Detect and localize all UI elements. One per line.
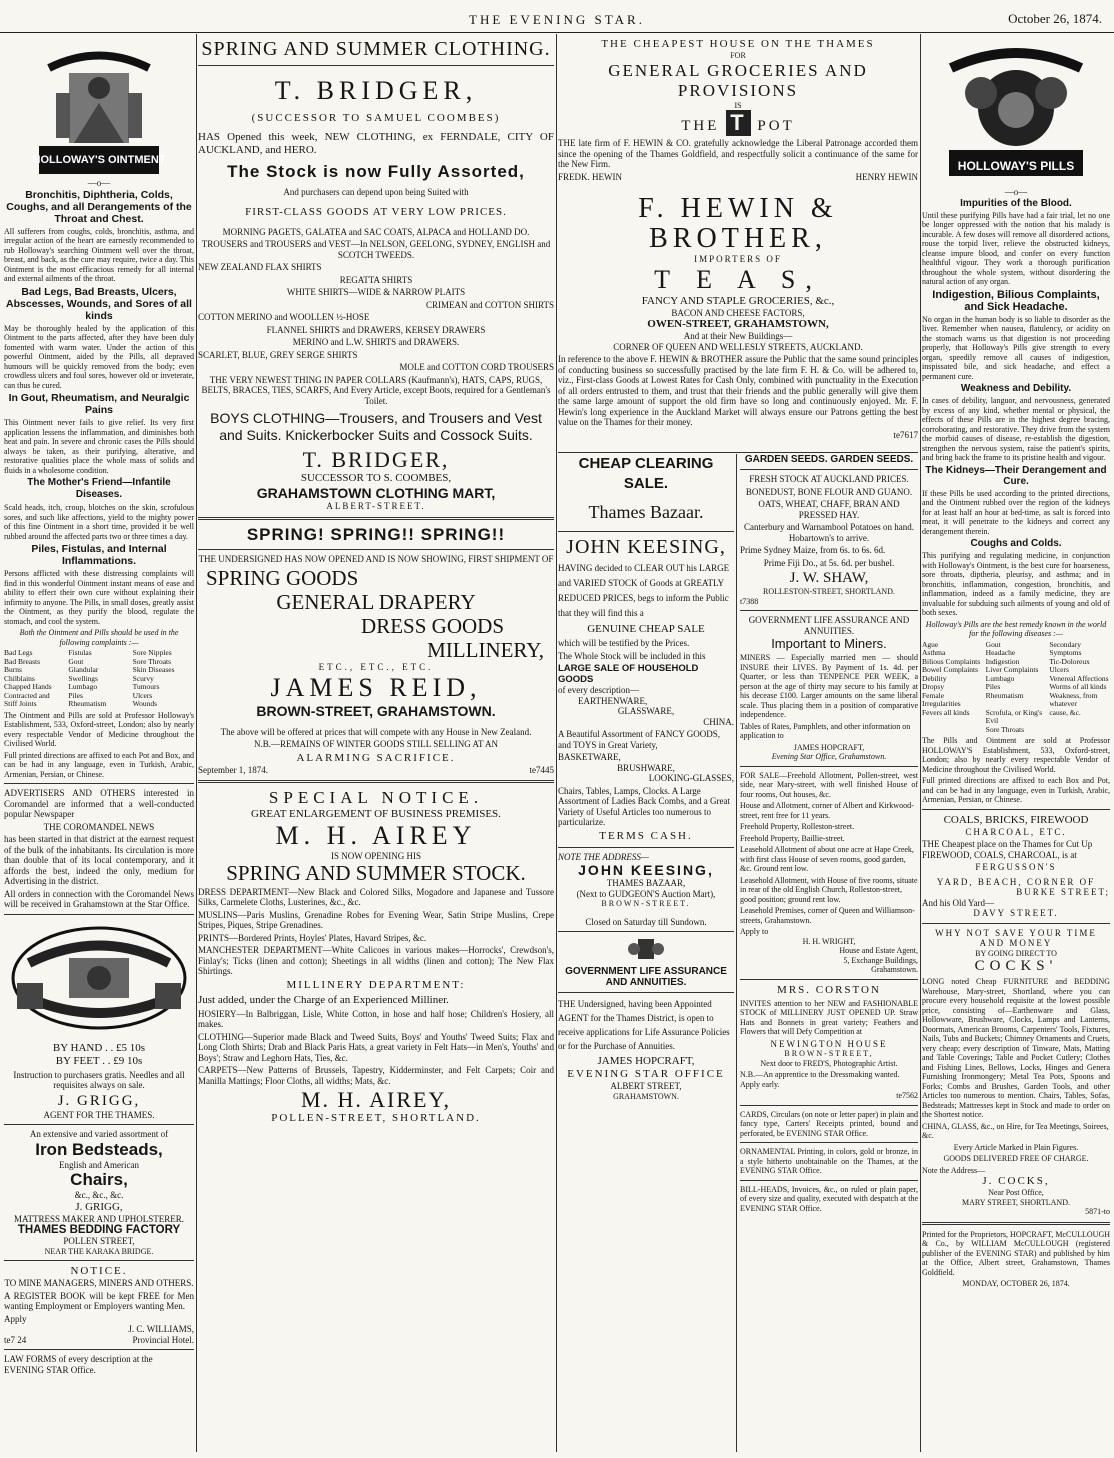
h-impurities: Impurities of the Blood. bbox=[960, 197, 1072, 209]
note-address: NOTE THE ADDRESS— bbox=[558, 851, 649, 862]
disease-item: Weakness, from whatever bbox=[1049, 690, 1098, 708]
morning: MORNING PAGETS, GALATEA and SAC COATS, ALPACA and HOLLAND DO. bbox=[222, 226, 530, 237]
gudgeon: (Next to GUDGEON'S Auction Mart), bbox=[576, 888, 716, 899]
notice-ref: te7 24 bbox=[4, 1334, 27, 1345]
diseases-heading: Holloway's Pills are the best remedy known in the world for the following diseases :— bbox=[925, 619, 1107, 638]
column-rule bbox=[196, 34, 197, 1452]
bazaar-2: THAMES BAZAAR, bbox=[606, 878, 686, 888]
complaint-item: Tumours bbox=[132, 682, 160, 691]
complaint-item: Swellings bbox=[68, 673, 98, 683]
complaint-item: Skin Diseases bbox=[132, 665, 175, 674]
wright: H. H. WRIGHT, bbox=[802, 936, 856, 946]
coromandel-text: has been started in that district at the earnest request of the bulk of the inhabitants. Its circulation is more than double that of its local contemporary, and it affords the best, indeed the only, medium for Advertising in the district. bbox=[4, 834, 194, 886]
prints: PRINTS—Bordered Prints, Hoyles' Plates, Havard Stripes, &c. bbox=[198, 932, 427, 943]
delivered-free: GOODS DELIVERED FREE OF CHARGE. bbox=[943, 1154, 1089, 1163]
bedding-factory: THAMES BEDDING FACTORY bbox=[17, 1224, 181, 1236]
heading-gout: In Gout, Rheumatism, and Neuralgic Pains bbox=[8, 392, 190, 416]
disease-item bbox=[1049, 726, 1110, 735]
cocks-long: LONG noted Cheap FURNITURE and BEDDING Warehouse, Mary-street, Shortland, where you can procure every household requisite at the lowest possible price, consisting of—Earthenware and Glass, Hollowware, Brushware, Clocks, Lamps and Lanterns, Doormats, American Brooms, Carpenters' Tools, Fixtures, Nails, Tubs and Buckets; Chimney Ornaments and Cruets, very cheap; every description of Tinware, Mats, Matting and Table Coverings; Table and Pocket Cutlery; Clothes and Fishing Lines, Bellows, Locks, Hinges and Genera Furnishing Ironmongery; Metal Tea Pots, Spoons and Forks; Combs and Brushes, Garden Tools, and other Articles too numerous to mention. Chairs, Tables, Sofas, Bedsteads; Mattresses kept in Stock and made to order on the Shortest notice. bbox=[922, 977, 1110, 1119]
keesing-2: JOHN KEESING, bbox=[578, 862, 714, 878]
pills-banner: HOLLOWAY'S PILLS bbox=[957, 159, 1075, 173]
closed: Closed on Saturday till Sundown. bbox=[585, 916, 707, 927]
price-by-hand: BY HAND . . £5 10s bbox=[52, 1041, 146, 1054]
column-4 bbox=[922, 34, 1110, 1452]
text-bronchitis: All sufferers from coughs, colds, bronchitis, asthma, and irregular action of the heart are earnestly recommended to rub Holloway's searching Ointment well over the throat, breast, and back, as the cure may require, twice a day. This Ointment is the most efficacious remedy for all internal and external ailments of the throat. bbox=[4, 226, 194, 283]
chairs-tables: Chairs, Tables, Lamps, Clocks. A Large Assortment of Ladies Back Combs, and a Great Variety of Useful Articles too numerous to particularize. bbox=[558, 785, 730, 827]
t-kidneys: If these Pills be used according to the printed directions, and the Ointment rubbed over the region of the kidneys for at least half an hour at bed-time, as salt is forced into meat, it will penetrate to the kidneys and correct any derangement therein. bbox=[922, 488, 1110, 536]
column-rule bbox=[920, 34, 921, 1452]
disease-item: Worms of all kinds bbox=[1049, 682, 1107, 691]
clothing-mart: GRAHAMSTOWN CLOTHING MART, bbox=[256, 485, 496, 501]
brown-street-k: BROWN-STREET. bbox=[601, 899, 691, 908]
hewin-brother: F. HEWIN & BROTHER, bbox=[638, 193, 838, 254]
notice-text: A REGISTER BOOK will be kept FREE for Men wanting Employment or Employers wanting Men. bbox=[4, 1290, 194, 1311]
t-coughs: This purifying and regulating medicine, in conjunction with Holloway's Ointment, is the best cure for hoarseness, sore throats, diptheria, pleurisy, and asthma; and in bronchitis, inflammation, congestion, bronchitis, and inflammation, indeed as a family medicine, they are invaluable for subduing such ailments of young and old of both sexes. bbox=[922, 551, 1110, 617]
ointment-banner: HOLLOWAY'S OINTMENT bbox=[32, 154, 166, 166]
pollen-street: POLLEN STREET, bbox=[63, 1236, 135, 1246]
carpets: CARPETS—New Patterns of Brussels, Tapestry, Kidderminster, and Felt Carpets; Coir and Manilla Mattings; Floor Cloths, all widths; Mats, &c. bbox=[198, 1065, 554, 1086]
english-american: English and American bbox=[59, 1159, 139, 1170]
whole-stock: The Whole Stock will be included in this bbox=[558, 650, 706, 661]
disease-item: Secondary bbox=[1049, 639, 1081, 649]
cards: CARDS, Circulars (on note or letter paper) in plain and fancy type, Carters' Receipts printed, bound and perforated, be EVENING STAR Office. bbox=[740, 1109, 918, 1138]
first-class: FIRST-CLASS GOODS AT VERY LOW PRICES. bbox=[245, 205, 507, 218]
clothing-headline: SPRING AND SUMMER CLOTHING. bbox=[201, 38, 551, 60]
yard-beach: YARD, BEACH, CORNER OF bbox=[936, 876, 1096, 887]
evening-star-office: EVENING STAR OFFICE bbox=[567, 1068, 725, 1080]
groceries-provisions: GENERAL GROCERIES AND PROVISIONS bbox=[608, 60, 868, 100]
disease-item: Headache bbox=[985, 648, 1016, 657]
bonedust: BONEDUST, BONE FLOUR AND GUANO. bbox=[745, 486, 913, 497]
cheap-clearing: CHEAP CLEARING SALE. bbox=[578, 455, 714, 492]
keesing-column bbox=[558, 454, 734, 1101]
complaint-item: Chilblains bbox=[4, 673, 35, 683]
karaka-bridge: NEAR THE KARAKA BRIDGE. bbox=[44, 1246, 154, 1256]
teas: T E A S, bbox=[654, 264, 822, 294]
iron-bedsteads: Iron Bedsteads, bbox=[35, 1139, 163, 1159]
ornamental: ORNAMENTAL Printing, in colors, gold or bronze, in a style hitherto unobtainable on the Thames, at the EVENING STAR Office. bbox=[740, 1147, 918, 1175]
complaint-item: Contracted and bbox=[4, 690, 50, 700]
testified: which will be testified by the Prices. bbox=[558, 638, 690, 648]
hopcraft: JAMES HOPCRAFT, bbox=[597, 1055, 695, 1067]
heading-mother: The Mother's Friend—Infantile Diseases. bbox=[27, 477, 171, 500]
shaw-name: J. W. SHAW, bbox=[789, 570, 869, 586]
instruction: Instruction to purchasers gratis. Needles and all requisites always on sale. bbox=[13, 1069, 185, 1090]
disease-item: Indigestion bbox=[985, 656, 1020, 666]
printed-for: Printed for the Proprietors, HOPCRAFT, McCULLOUGH & Co., by WILLIAM McCULLOUGH (registered publisher of the EVENING STAR) and published by him at the Office, Albert street, Grahamstown, Thames Goldfield. bbox=[922, 1229, 1110, 1277]
disease-item: Symptoms bbox=[1049, 648, 1082, 657]
disease-item: Fevers all kinds bbox=[922, 707, 970, 717]
sewing-machine-emblem-icon bbox=[9, 923, 189, 1033]
fiji: Prime Fiji Do., at 5s. 6d. per bushel. bbox=[763, 557, 895, 568]
reid-name: JAMES REID, bbox=[270, 672, 482, 702]
etc: &c., &c., &c. bbox=[74, 1190, 124, 1200]
fancy-groceries: FANCY AND STAPLE GROCERIES, &c., bbox=[641, 294, 835, 307]
tables-rates: Tables of Rates, Pamphlets, and other information on application to bbox=[740, 721, 911, 740]
sewing-machine-advert bbox=[4, 919, 194, 1257]
text-mother: Scald heads, itch, croup, blotches on the skin, scrofulous sores, and such like affections, yield to the mighty power of this fine Ointment in a short time, provided it be well rubbed around the affected parts two or three times a day. bbox=[4, 503, 194, 541]
complaint-item: Scurvy bbox=[132, 673, 154, 683]
grahamstown-k: GRAHAMSTOWN. bbox=[613, 1091, 679, 1101]
leasehold-2: Leasehold Allotment, with House of five rooms, situate in rear of the old English Church, Rolleston-street, good position; ground rent low. bbox=[740, 875, 918, 904]
williams: J. C. WILLIAMS, bbox=[128, 1324, 194, 1334]
fredk-hewin: FREDK. HEWIN bbox=[558, 171, 622, 182]
importers-of: IMPORTERS OF bbox=[694, 254, 782, 264]
shaw-ref: t7388 bbox=[740, 596, 759, 606]
disease-item: Bilious Complaints bbox=[922, 656, 981, 666]
disease-item: Asthma bbox=[922, 648, 946, 657]
h-indigestion: Indigestion, Bilious Complaints, and Sick Headache. bbox=[932, 288, 1100, 313]
cotton-merino: COTTON MERINO and WOOLLEN ½-HOSE bbox=[198, 312, 370, 322]
complaint-item: Ulcers bbox=[132, 690, 153, 700]
assortment: An extensive and varied assortment of bbox=[29, 1129, 169, 1139]
cocks: COCKS' bbox=[974, 958, 1058, 974]
grigg-name-2: J. GRIGG, bbox=[75, 1200, 123, 1213]
coals: COALS, BRICKS, FIREWOOD bbox=[943, 813, 1089, 826]
for-sale: FOR SALE—Freehold Allotment, Pollen-street, west side, near Mary-street, with well finished House of four rooms, Out houses, &c. bbox=[740, 770, 918, 799]
undersigned: THE UNDERSIGNED HAS NOW OPENED AND IS NOW SHOWING, FIRST SHIPMENT OF bbox=[198, 553, 554, 564]
successor-2: SUCCESSOR TO S. COOMBES, bbox=[300, 472, 452, 484]
grahamstown-w: Grahamstown. bbox=[871, 965, 918, 974]
text-legs: May be thoroughly healed by the application of this Ointment to the parts affected, after they have been duly fomented with warm water. Under the action of this powerful Ointment, aided by the Pills, all depraved humours will be quickly removed from the body; even crowdless ulcers and foul sores, however old or inveterate, can thus be cured. bbox=[4, 323, 194, 390]
corston: MRS. CORSTON bbox=[777, 983, 881, 996]
for: FOR bbox=[730, 51, 746, 60]
millinery: MILLINERY, bbox=[427, 638, 544, 662]
corner-queen: CORNER OF QUEEN AND WELLESLY STREETS, AUCKLAND. bbox=[613, 341, 863, 352]
cheapest-place: THE Cheapest place on the Thames for Cut Up FIREWOOD, COALS, CHARCOAL, is at bbox=[922, 839, 1093, 860]
fresh-stock: FRESH STOCK AT AUCKLAND PRICES. bbox=[749, 474, 909, 484]
miners-text: MINERS — Especially married men — should INSURE their LIVES. By Payment of 1s. 4d. per Quarter, or less than TENPENCE PER WEEK, a person at the age of thirty may secure to his family at his decease £100. Larger amounts on the same liberal scale. Thus placing them in a position of comparative independence. bbox=[740, 653, 918, 719]
plain-figures: Every Article Marked in Plain Figures. bbox=[953, 1142, 1079, 1152]
crimean: CRIMEAN and COTTON SHIRTS bbox=[425, 299, 554, 310]
text-piles: Persons afflicted with these distressing complaints will find in this wonderful Ointment instant means of ease and ability to effect their own cure without explaining their infirmity to anyone. The Pills, in small doses, greatly assist the Ointment, as they purify the blood, regulate the stomach, and cool the system. bbox=[4, 569, 194, 626]
complaint-item: Chapped Hands bbox=[4, 682, 52, 691]
mary-street: MARY STREET, SHORTLAND. bbox=[962, 1197, 1070, 1207]
sydney-maize: Prime Sydney Maize, from 6s. to 6s. 6d. bbox=[740, 545, 886, 555]
star-office-2: Evening Star Office, Grahamstown. bbox=[771, 752, 887, 761]
newspaper-title: THE EVENING STAR. bbox=[469, 12, 645, 27]
looking-glasses: LOOKING-GLASSES, bbox=[648, 773, 734, 783]
summer-stock: SPRING AND SUMMER STOCK. bbox=[226, 860, 526, 885]
disease-item: Lumbago bbox=[985, 673, 1015, 683]
glassware: GLASSWARE, bbox=[617, 706, 675, 716]
complaint-item: Wounds bbox=[132, 699, 158, 708]
disease-item: Gout bbox=[985, 639, 1001, 649]
issue-date: October 26, 1874. bbox=[1008, 11, 1102, 26]
disease-item: Rheumatism bbox=[985, 690, 1024, 700]
spring-headline: SPRING! SPRING!! SPRING!! bbox=[246, 524, 506, 544]
complaint-item: Sore Throats bbox=[132, 656, 172, 666]
flannel: FLANNEL SHIRTS and DRAWERS, KERSEY DRAWERS bbox=[266, 324, 486, 335]
cocks-ref: 5871-to bbox=[1085, 1207, 1110, 1216]
pills-sold: The Pills and Ointment are sold at Professor HOLLOWAY'S Establishment, 533, Oxford-street, London; also by nearly every respectable Vendor of Medicine throughout the Civilised World. bbox=[922, 736, 1110, 774]
t-impurities: Until these purifying Pills have had a fair trial, let no one be longer oppressed with the notion that his malady is incurable. A few doses will remove all disordered actions, rouse the torpid liver, relieve the obstructed kidneys, cleanse impure blood, and confer on every function healthful vigour. They work a thorough purification throughout the whole system, without disordering the natural action of any organ. bbox=[922, 210, 1110, 286]
notice-to: TO MINE MANAGERS, MINERS AND OTHERS. bbox=[4, 1278, 194, 1288]
albert-street: ALBERT-STREET. bbox=[326, 501, 426, 511]
pills-advert: HOLLOWAY'S PILLS —o— bbox=[922, 34, 1110, 198]
shaw-column bbox=[740, 454, 918, 1215]
ref-reid: te7445 bbox=[529, 764, 554, 775]
charcoal: CHARCOAL, ETC. bbox=[965, 826, 1067, 837]
save-time: WHY NOT SAVE YOUR TIME AND MONEY bbox=[935, 927, 1097, 948]
hewin-ref: te7617 bbox=[893, 429, 918, 440]
late-firm: THE late firm of F. HEWIN & CO. gratefully acknowledge the Liberal Patronage accorded them since the opening of the Thames Goldfield, and respectfully solicit a continuance of the same for the New Firm. bbox=[558, 138, 918, 169]
apply-to: Apply to bbox=[740, 927, 769, 936]
complaint-item: Burns bbox=[4, 665, 22, 674]
household-goods: LARGE SALE OF HOUSEHOLD GOODS bbox=[558, 663, 699, 685]
winter-goods: N.B.—REMAINS OF WINTER GOODS STILL SELLING AT AN bbox=[253, 739, 499, 749]
disease-item: Venereal Affections bbox=[1049, 673, 1109, 683]
china-hire: CHINA, GLASS, &c., on Hire, for Tea Meetings, Soirees, &c. bbox=[922, 1121, 1109, 1140]
etc-line: ETC., ETC., ETC. bbox=[318, 662, 434, 672]
general-drapery: GENERAL DRAPERY bbox=[276, 590, 476, 614]
clothing-list: CLOTHING—Superior made Black and Tweed Suits, Boys' and Youths' Tweed Suits; Flax and Long Cloth Shirts; Drab and Black Paris Hats, a great variety in Felt Hats—in Men's, Youths' and Boys'; Straw and Leghorn Hats, Ties, &c. bbox=[198, 1031, 554, 1063]
disease-item: Bowel Complaints bbox=[922, 665, 979, 674]
chairs: Chairs, bbox=[70, 1170, 128, 1189]
complaint-item: Sore Nipples bbox=[132, 648, 172, 657]
disease-item: Tic-Doloreux bbox=[1049, 656, 1090, 666]
going-direct: BY GOING DIRECT TO bbox=[975, 948, 1057, 958]
bacon-cheese: BACON AND CHEESE FACTORS, bbox=[671, 307, 805, 318]
text-sold: The Ointment and Pills are sold at Professor Holloway's Establishment, 533, Oxford-street, London; also by nearly every respectable Vendor of Medicine throughout the Civilised World. bbox=[4, 710, 194, 748]
albert-street-k: ALBERT STREET, bbox=[610, 1081, 682, 1091]
cheapest-house: THE CHEAPEST HOUSE ON THE THAMES bbox=[601, 38, 875, 50]
h-kidneys: The Kidneys—Their Derangement and Cure. bbox=[925, 464, 1107, 487]
complaint-item: Gout bbox=[68, 656, 84, 666]
is: IS bbox=[734, 100, 742, 110]
disease-item bbox=[922, 726, 983, 735]
bridger-name-2: T. BRIDGER, bbox=[302, 447, 450, 472]
column-3 bbox=[558, 34, 918, 1452]
complaint-item: Fistulas bbox=[68, 648, 92, 657]
disease-item: Sore Throats bbox=[985, 724, 1025, 734]
bill-heads: BILL-HEADS, Invoices, &c., on ruled or plain paper, of every size and quality, executed with despatch at the EVENING STAR Office. bbox=[740, 1184, 918, 1213]
trousers: TROUSERS and TROUSERS and VEST—In NELSON, GEELONG, SYDNEY, ENGLISH and SCOTCH TWEEDS. bbox=[201, 239, 551, 260]
genuine-sale: GENUINE CHEAP SALE bbox=[587, 623, 705, 635]
agent-thames: AGENT FOR THE THAMES. bbox=[43, 1109, 155, 1120]
disease-item: Dropsy bbox=[922, 682, 945, 691]
merino: MERINO and L.W. SHIRTS and DRAWERS. bbox=[292, 337, 460, 347]
holloway-pills-emblem-icon bbox=[941, 38, 1091, 178]
airey-name-2: M. H. AIREY, bbox=[300, 1087, 452, 1112]
disease-item: Piles bbox=[985, 682, 1001, 691]
provincial-hotel: Provincial Hotel. bbox=[132, 1334, 194, 1345]
flax-shirts: NEW ZEALAND FLAX SHIRTS bbox=[198, 262, 322, 272]
heading-bronchitis: Bronchitis, Diphtheria, Colds, Coughs, and all Derangements of the Throat and Chest. bbox=[6, 188, 192, 225]
alarming: ALARMING SACRIFICE. bbox=[296, 751, 456, 764]
brushware: BRUSHWARE, bbox=[617, 762, 675, 773]
grigg-name: J. GRIGG, bbox=[57, 1092, 141, 1109]
monday-date: MONDAY, OCTOBER 26, 1874. bbox=[962, 1279, 1070, 1288]
airey-name: M. H. AIREY bbox=[275, 821, 477, 850]
reference-text: In reference to the above F. HEWIN & BROTHER assure the Public that the same sound principles of conducting business so successfully practised by the late firm F. H. & Co. will be adhered to, viz., First-class Goods at Lowest Rates for Cash Only, combined with punctuality in the Execution of all orders entrusted to them, and trust that their friends and the public generally will give them the same large amount of support the old firm have so long and continuously enjoyed. Mr. F. Hewin's long experience in the Auckland Market will always ensure our Patrons getting the best value on the Thames for their money. bbox=[558, 354, 918, 427]
coromandel-advert: ADVERTISERS AND OTHERS interested in Coromandel are informed that a well-conducted popular Newspaper bbox=[4, 788, 194, 819]
owen-street: OWEN-STREET, GRAHAMSTOWN, bbox=[647, 318, 829, 330]
mattress-maker: MATTRESS MAKER AND UPHOLSTERER. bbox=[13, 1213, 185, 1224]
hosiery: HOSIERY—In Balbriggan, Lisle, White Cotton, in hose and half hose; Children's Hosiery, all makes. bbox=[198, 1008, 554, 1029]
offered: The above will be offered at prices that will compete with any House in New Zealand. bbox=[220, 726, 532, 737]
every-description: of every description— bbox=[558, 685, 639, 695]
estate-agent: House and Estate Agent, bbox=[839, 946, 918, 955]
pot: POT bbox=[757, 118, 795, 134]
thames-bazaar: Thames Bazaar. bbox=[588, 502, 704, 522]
garden-seeds: GARDEN SEEDS. GARDEN SEEDS. bbox=[744, 454, 914, 465]
dress-goods: DRESS GOODS bbox=[361, 614, 504, 638]
complaint-item: Bad Breasts bbox=[4, 656, 41, 666]
muslins: MUSLINS—Paris Muslins, Grenadine Robes for Evening Wear, Satin Stripe Muslins, Crepe Stripes, Piques, Stripe Grenadines. bbox=[198, 909, 554, 930]
undersigned-agent: THE Undersigned, having been Appointed AGENT for the Thames District, is open to receive applications for Life Assurance Policies or for the Purchase of Annuities. bbox=[558, 999, 730, 1051]
disease-item: Liver Complaints bbox=[985, 665, 1039, 674]
stock-assorted: The Stock is now Fully Assorted, bbox=[227, 162, 525, 181]
text-directions: Full printed directions are affixed to each Pot and Box, and can be had in any language, even in Turkish, Arabic, Armenian, Persian, or Chinese. bbox=[4, 750, 194, 779]
heading-piles: Piles, Fistulas, and Internal Inflammations. bbox=[31, 543, 167, 567]
complaint-item: Rheumatism bbox=[68, 699, 107, 708]
newington: NEWINGTON HOUSE bbox=[770, 1038, 888, 1049]
disease-item: Ague bbox=[922, 639, 939, 649]
opened-text: HAS Opened this week, NEW CLOTHING, ex FERNDALE, CITY OF AUCKLAND, and HERO. bbox=[198, 131, 554, 156]
coromandel-orders: All orders in connection with the Coromandel News will be received in Grahamstown at the Star Office. bbox=[4, 888, 194, 909]
note-address-c: Note the Address— bbox=[922, 1165, 986, 1175]
terms-cash: TERMS CASH. bbox=[599, 829, 693, 842]
complaint-item: Bad Legs bbox=[4, 648, 33, 657]
gov-life-2: GOVERNMENT LIFE ASSURANCE AND ANNUITIES. bbox=[748, 615, 910, 636]
milliner-added: Just added, under the Charge of an Experienced Milliner. bbox=[198, 993, 449, 1006]
successor: (SUCCESSOR TO SAMUEL COOMBES) bbox=[251, 112, 501, 124]
important-miners: Important to Miners. bbox=[771, 636, 887, 651]
pills-directions: Full printed directions are affixed to each Box and Pot, and can be had in any language, even in Turkish, Arabic, Armenian, Persian, or Chinese. bbox=[922, 776, 1110, 804]
complaint-item: Glandular bbox=[68, 665, 99, 674]
disease-item: cause, &c. bbox=[1049, 707, 1081, 717]
diseases-list bbox=[922, 641, 1110, 735]
heading-legs: Bad Legs, Bad Breasts, Ulcers, Abscesses, Wounds, and Sores of all kinds bbox=[6, 285, 192, 322]
leasehold-3: Leasehold Premises, corner of Queen and Williamson-streets, Grahamstown. bbox=[740, 906, 915, 925]
column-1 bbox=[4, 34, 194, 1452]
disease-item: Debility bbox=[922, 673, 947, 683]
t-weakness: In cases of debility, languor, and nervousness, generated by excess of any kind, whether mental or physical, the effects of these Pills are in the highest degree bracing, corroborating, and restorative. They drive from the system the morbid causes of disease, re-establish the digestion, strengthen the nervous system, raise the patient's spirits, and bring back the frame to its pristine health and vigour. bbox=[922, 396, 1110, 462]
apprentice: N.B.—An apprentice to the Dressmaking wanted. Apply early. bbox=[740, 1070, 900, 1089]
hopcraft-2: JAMES HOPCRAFT, bbox=[793, 742, 865, 752]
mole: MOLE and COTTON CORD TROUSERS bbox=[399, 362, 554, 372]
text-gout: This Ointment never fails to give relief. Its very first application lessens the inflammation, and diminishes both heat and pain. In severe and chronic cases the Pills should always be taken, as their purifying, alterative, and restorative qualities place the whole mass of solids and fluids in a wholesome condition. bbox=[4, 418, 194, 475]
davy-street: DAVY STREET. bbox=[973, 908, 1059, 918]
brown-street: BROWN-STREET, GRAHAMSTOWN. bbox=[256, 702, 496, 719]
john-keesing: JOHN KEESING, bbox=[566, 536, 726, 558]
bridger-name: T. BRIDGER, bbox=[274, 76, 478, 105]
beautiful: A Beautiful Assortment of FANCY GOODS, and TOYS in Great Variety, bbox=[558, 729, 720, 750]
burke-street: BURKE STREET; bbox=[1016, 887, 1110, 897]
law-forms: LAW FORMS of every description at the EVENING STAR Office. bbox=[4, 1354, 153, 1375]
coromandel-paper: THE COROMANDEL NEWS bbox=[43, 821, 155, 832]
fergusson: FERGUSSON'S bbox=[975, 862, 1057, 872]
complaints-list bbox=[4, 649, 194, 709]
h-weakness: Weakness and Debility. bbox=[960, 383, 1072, 394]
column-2 bbox=[198, 34, 554, 1452]
scarlet: SCARLET, BLUE, GREY SERGE SHIRTS bbox=[198, 349, 358, 360]
old-yard: And his Old Yard— bbox=[922, 897, 995, 908]
column-rule bbox=[556, 34, 557, 1452]
newest: THE VERY NEWEST THING IN PAPER COLLARS (Kaufmann's), HATS, CAPS, RUGS, BELTS, BRACES, TIES, SCARFS, And Every Article, except Boots, required for a Gentleman's Toilet. bbox=[201, 374, 551, 406]
white-shirts: WHITE SHIRTS—WIDE & NARROW PLAITS bbox=[286, 287, 466, 297]
disease-item: Female Irregularities bbox=[922, 690, 961, 708]
manchester: MANCHESTER DEPARTMENT—White Calicoes in various makes—Horrocks', Crewdson's, Finlay's; Ticks (linen and cotton); Sheetings in all widths (linen and cotton); The New Flax Shirtings. bbox=[198, 945, 554, 976]
exchange: 5, Exchange Buildings, bbox=[843, 955, 918, 965]
house-allotment: House and Allotment, corner of Albert and Kirkwood-street, rent free for 11 years. bbox=[740, 801, 914, 820]
oats: OATS, WHEAT, CHAFF, BRAN AND PRESSED HAY. bbox=[758, 499, 900, 520]
basketware: BASKETWARE, bbox=[558, 752, 621, 762]
dress-dept: DRESS DEPARTMENT—New Black and Colored Silks, Mogadore and Japanese and Tussore Silks, Carmelete Cloths, Lusterines, &c., &c. bbox=[198, 886, 554, 907]
fred-photo: Next door to FRED'S, Photographic Artist. bbox=[760, 1058, 898, 1068]
henry-hewin: HENRY HEWIN bbox=[855, 171, 918, 182]
masthead bbox=[0, 0, 1114, 33]
government-life: GOVERNMENT LIFE ASSURANCE AND ANNUITIES. bbox=[565, 966, 727, 988]
ointment-advert: HOLLOWAY'S OINTMENT —o— bbox=[4, 34, 194, 189]
special-notice: SPECIAL NOTICE. bbox=[268, 788, 484, 807]
the: THE bbox=[681, 118, 720, 134]
date-sept: September 1, 1874. bbox=[198, 764, 268, 775]
coat-of-arms-icon bbox=[626, 936, 666, 962]
apply: Apply bbox=[4, 1313, 27, 1324]
notice-heading: NOTICE. bbox=[70, 1265, 128, 1277]
millinery-dept: MILLINERY DEPARTMENT: bbox=[286, 978, 466, 991]
having-decided: HAVING decided to CLEAR OUT his LARGE and VARIED STOCK of Goods at GREATLY REDUCED PRICES, begs to inform the Public that they will find this a bbox=[558, 563, 730, 618]
boys-clothing: BOYS CLOTHING—Trousers, and Trousers and Vest and Suits. Knickerbocker Suits and Cossock Suits. bbox=[210, 410, 542, 443]
complaint-item: Stiff Joints bbox=[4, 699, 37, 708]
spring-goods: SPRING GOODS bbox=[206, 566, 359, 590]
new-buildings: And at their New Buildings— bbox=[683, 331, 793, 341]
complaints-heading: Both the Ointment and Pills should be used in the following complaints :— bbox=[19, 628, 179, 647]
earthenware: EARTHENWARE, bbox=[578, 695, 648, 706]
depend: And purchasers can depend upon being Suited with bbox=[283, 187, 469, 197]
t-indigestion: No organ in the human body is so liable to disorder as the liver. Remember when nausea, flatulency, or acidity on the stomach warns us that digestion is not proceeding properly, that Holloway's Pills give strength to every organ, speedily remove all causes of indigestion, inspissated bile, and sick headache, and effect a permanent cure. bbox=[922, 314, 1110, 381]
canterbury: Canterbury and Warnambool Potatoes on hand. Hobartown's to arrive. bbox=[743, 522, 915, 543]
regatta: REGATTA SHIRTS bbox=[339, 274, 413, 285]
complaint-item: Lumbago bbox=[68, 682, 98, 691]
near-post: Near Post Office, bbox=[988, 1188, 1044, 1197]
disease-item: Scrofula, or King's Evil bbox=[985, 707, 1043, 725]
pollen-shortland: POLLEN-STREET, SHORTLAND. bbox=[271, 1112, 481, 1124]
brown-street-c: BROWN-STREET, bbox=[784, 1049, 874, 1058]
rolleston: ROLLESTON-STREET, SHORTLAND. bbox=[763, 587, 895, 596]
t-pot-icon: T bbox=[726, 110, 750, 136]
disease-item: Ulcers bbox=[1049, 665, 1069, 674]
freehold-1: Freehold Property, Rolleston-street. bbox=[740, 822, 855, 831]
invites: INVITES attention to her NEW and FASHIONABLE STOCK of MILLINERY JUST OPENED UP. Straw Hats and Bonnets in great variety; Feathers and Flowers that will Defy Competition at bbox=[740, 998, 918, 1036]
complaint-item: Piles bbox=[68, 690, 83, 700]
leasehold-1: Leasehold Allotment of about one acre at Hape Creek, with first class House of seven rooms, good garden, &c. Ground rent low. bbox=[740, 845, 914, 873]
price-by-feet: BY FEET . . £9 10s bbox=[55, 1054, 143, 1067]
china: CHINA. bbox=[703, 716, 734, 727]
now-opening: IS NOW OPENING HIS bbox=[330, 851, 422, 861]
h-coughs: Coughs and Colds. bbox=[970, 538, 1062, 549]
freehold-2: Freehold Property, Baillie-street. bbox=[740, 833, 845, 843]
enlargement: GREAT ENLARGEMENT OF BUSINESS PREMISES. bbox=[251, 808, 501, 820]
j-cocks: J. COCKS, bbox=[982, 1175, 1050, 1187]
corston-ref: te7562 bbox=[896, 1091, 918, 1100]
